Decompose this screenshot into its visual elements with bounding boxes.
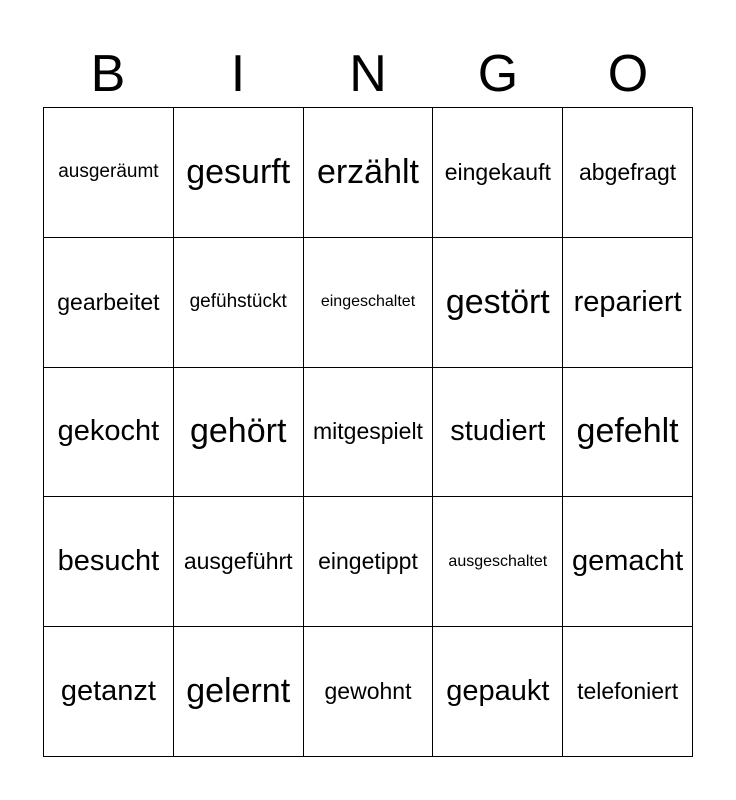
bingo-cell[interactable]: studiert — [433, 368, 563, 498]
bingo-cell[interactable]: eingeschaltet — [304, 238, 434, 368]
bingo-cell[interactable]: eingetippt — [304, 497, 434, 627]
bingo-grid — [43, 107, 693, 757]
bingo-header — [43, 44, 693, 104]
bingo-cell[interactable]: ausgeführt — [174, 497, 304, 627]
header-letter-o: O — [607, 45, 649, 103]
bingo-cell[interactable]: ausgeräumt — [44, 108, 174, 238]
header-letter-b: B — [90, 45, 126, 103]
bingo-cell[interactable]: repariert — [563, 238, 693, 368]
bingo-cell[interactable]: gepaukt — [433, 627, 563, 757]
bingo-cell[interactable]: eingekauft — [433, 108, 563, 238]
bingo-cell[interactable]: besucht — [44, 497, 174, 627]
header-letter-i: I — [230, 45, 246, 103]
bingo-cell[interactable]: gefühstückt — [174, 238, 304, 368]
bingo-cell[interactable]: gesurft — [174, 108, 304, 238]
bingo-cell[interactable]: abgefragt — [563, 108, 693, 238]
bingo-cell[interactable]: gefehlt — [563, 368, 693, 498]
bingo-cell[interactable]: gewohnt — [304, 627, 434, 757]
header-letter-g: G — [477, 45, 519, 103]
bingo-cell[interactable]: gelernt — [174, 627, 304, 757]
header-letter-n: N — [349, 45, 387, 103]
bingo-cell[interactable]: telefoniert — [563, 627, 693, 757]
bingo-cell[interactable]: ausgeschaltet — [433, 497, 563, 627]
bingo-cell[interactable]: gestört — [433, 238, 563, 368]
bingo-cell[interactable]: gekocht — [44, 368, 174, 498]
bingo-cell[interactable]: getanzt — [44, 627, 174, 757]
bingo-cell[interactable]: gemacht — [563, 497, 693, 627]
bingo-cell[interactable]: gehört — [174, 368, 304, 498]
bingo-cell[interactable]: gearbeitet — [44, 238, 174, 368]
bingo-cell[interactable]: mitgespielt — [304, 368, 434, 498]
bingo-cell[interactable]: erzählt — [304, 108, 434, 238]
